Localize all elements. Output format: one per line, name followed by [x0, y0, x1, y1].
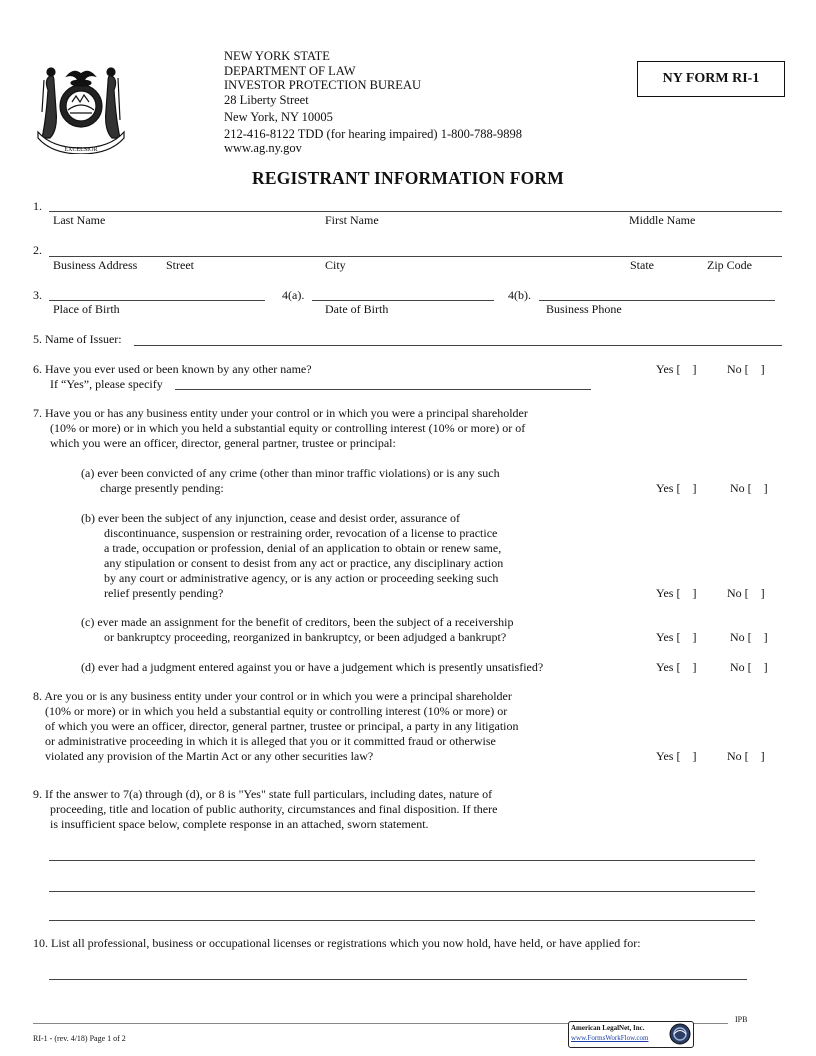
q9-response-line[interactable] — [49, 860, 755, 861]
q4b-business-phone-field[interactable] — [539, 300, 775, 301]
q6-no-checkbox[interactable]: No [ ] — [727, 362, 765, 376]
q9-response-line[interactable] — [49, 920, 755, 921]
q2-address-field[interactable] — [49, 256, 782, 257]
q3-number: 3. — [33, 288, 42, 302]
q2-number: 2. — [33, 243, 42, 257]
q7a-line: charge presently pending: — [100, 481, 224, 495]
q3-place-of-birth-field[interactable] — [49, 300, 265, 301]
q10-text: 10. List all professional, business or occupational licenses or registrations which you now hold, have held, or have applied for: — [33, 936, 641, 950]
q7a-line: (a) ever been convicted of any crime (other than minor traffic violations) or is any such — [81, 466, 500, 480]
header-bureau: INVESTOR PROTECTION BUREAU — [224, 78, 421, 92]
seal-motto: EXCELSIOR — [64, 147, 98, 153]
q7c-yes-checkbox[interactable]: Yes [ ] — [656, 630, 697, 644]
q7c-no-checkbox[interactable]: No [ ] — [730, 630, 768, 644]
q7b-line: a trade, occupation or profession, denial of an application to obtain or renew same, — [104, 541, 502, 555]
q8-line: or administrative proceeding in which it is alleged that you or it committed fraud or otherwise — [45, 734, 496, 748]
q2-label-state: State — [630, 258, 654, 272]
q7d-no-checkbox[interactable]: No [ ] — [730, 660, 768, 674]
header-city: New York, NY 10005 — [224, 110, 333, 124]
q9-line: 9. If the answer to 7(a) through (d), or 8 is "Yes" state full particulars, including dates, nature of — [33, 787, 493, 801]
header-website: www.ag.ny.gov — [224, 141, 302, 155]
q9-line: proceeding, title and location of public authority, circumstances and final disposition. If there — [50, 802, 498, 816]
q7a-text — [81, 466, 500, 496]
header-department: DEPARTMENT OF LAW — [224, 63, 356, 78]
globe-icon — [669, 1023, 691, 1045]
header-street: 28 Liberty Street — [224, 92, 309, 107]
q7c-line: (c) ever made an assignment for the benefit of creditors, been the subject of a receivership — [81, 615, 514, 629]
header-phone: 212-416-8122 TDD (for hearing impaired) 1-800-788-9898 — [224, 126, 522, 141]
q8-text — [33, 689, 518, 764]
q7d-yes-checkbox[interactable]: Yes [ ] — [656, 660, 697, 674]
q7b-text — [81, 511, 503, 601]
q7b-line: discontinuance, suspension or restraining order, revocation of a license to practice — [104, 526, 498, 540]
q7d-text: (d) ever had a judgment entered against you or have a judgement which is presently unsatisfied? — [81, 660, 544, 674]
q8-yes-checkbox[interactable]: Yes [ ] — [656, 749, 697, 763]
q2-label-street: Street — [166, 258, 194, 272]
q7b-line: relief presently pending? — [104, 586, 224, 600]
q8-line: violated any provision of the Martin Act or any other securities law? — [45, 749, 374, 763]
q1-label-middle: Middle Name — [629, 213, 696, 227]
ny-state-seal — [32, 50, 130, 154]
q4b-label-business-phone: Business Phone — [546, 302, 622, 316]
form-id-box: NY FORM RI-1 — [637, 61, 785, 97]
q7-intro-line: 7. Have you or has any business entity under your control or in which you were a principal shareholder — [33, 406, 528, 420]
q5-label: 5. Name of Issuer: — [33, 332, 122, 346]
footer-revision: RI-1 - (rev. 4/18) Page 1 of 2 — [33, 1034, 126, 1043]
q7b-line: any stipulation or consent to desist from any act or practice, any disciplinary action — [104, 556, 504, 570]
q7c-text — [81, 615, 513, 645]
q7-intro-line: (10% or more) or in which you held a substantial equity or controlling interest (10% or more) or of — [50, 421, 526, 435]
q6-question: 6. Have you ever used or been known by any other name? — [33, 362, 312, 376]
q9-response-line[interactable] — [49, 891, 755, 892]
q1-label-first: First Name — [325, 213, 379, 227]
q2-label-zip: Zip Code — [707, 258, 752, 272]
q10-response-line[interactable] — [49, 979, 747, 980]
q7c-line: or bankruptcy proceeding, reorganized in bankruptcy, or been adjudged a bankrupt? — [104, 630, 507, 644]
q4b-number: 4(b). — [508, 288, 531, 302]
q7b-no-checkbox[interactable]: No [ ] — [727, 586, 765, 600]
q8-line: of which you were an officer, director, general partner, trustee or principal, a party in any litigation — [45, 719, 519, 733]
header-state: NEW YORK STATE — [224, 49, 330, 63]
q6-yes-checkbox[interactable]: Yes [ ] — [656, 362, 697, 376]
q7-intro — [33, 406, 528, 451]
q9-line: is insufficient space below, complete response in an attached, sworn statement. — [50, 817, 429, 831]
form-title: REGISTRANT INFORMATION FORM — [252, 168, 564, 188]
q6-specify-label: If “Yes”, please specify — [50, 377, 163, 391]
q2-label-business-address: Business Address — [53, 258, 138, 272]
q7b-yes-checkbox[interactable]: Yes [ ] — [656, 586, 697, 600]
q2-label-city: City — [325, 258, 346, 272]
q4a-number: 4(a). — [282, 288, 305, 302]
q1-label-last: Last Name — [53, 213, 106, 227]
q7a-no-checkbox[interactable]: No [ ] — [730, 481, 768, 495]
q4a-label-date-of-birth: Date of Birth — [325, 302, 389, 316]
publisher-logo[interactable] — [568, 1021, 694, 1048]
q7a-yes-checkbox[interactable]: Yes [ ] — [656, 481, 697, 495]
q3-label-place-of-birth: Place of Birth — [53, 302, 120, 316]
q5-issuer-field[interactable] — [134, 345, 782, 346]
q8-line: (10% or more) or in which you held a substantial equity or controlling interest (10% or more) or — [45, 704, 508, 718]
q7b-line: by any court or administrative agency, or is any action or proceeding seeking such — [104, 571, 499, 585]
q6-specify-field[interactable] — [175, 389, 591, 390]
q7b-line: (b) ever been the subject of any injunction, cease and desist order, assurance of — [81, 511, 461, 525]
q4a-date-of-birth-field[interactable] — [312, 300, 494, 301]
logo-company: American LegalNet, Inc. — [571, 1024, 645, 1032]
q1-name-field[interactable] — [49, 211, 782, 212]
footer-code: IPB — [735, 1015, 748, 1024]
logo-website-link[interactable]: www.FormsWorkFlow.com — [571, 1034, 649, 1042]
q7-intro-line: which you were an officer, director, general partner, trustee or principal: — [50, 436, 396, 450]
agency-header — [224, 49, 522, 156]
q8-line: 8. Are you or is any business entity under your control or in which you were a principal shareholder — [33, 689, 512, 703]
q1-number: 1. — [33, 199, 42, 213]
q9-text — [33, 787, 497, 832]
q8-no-checkbox[interactable]: No [ ] — [727, 749, 765, 763]
